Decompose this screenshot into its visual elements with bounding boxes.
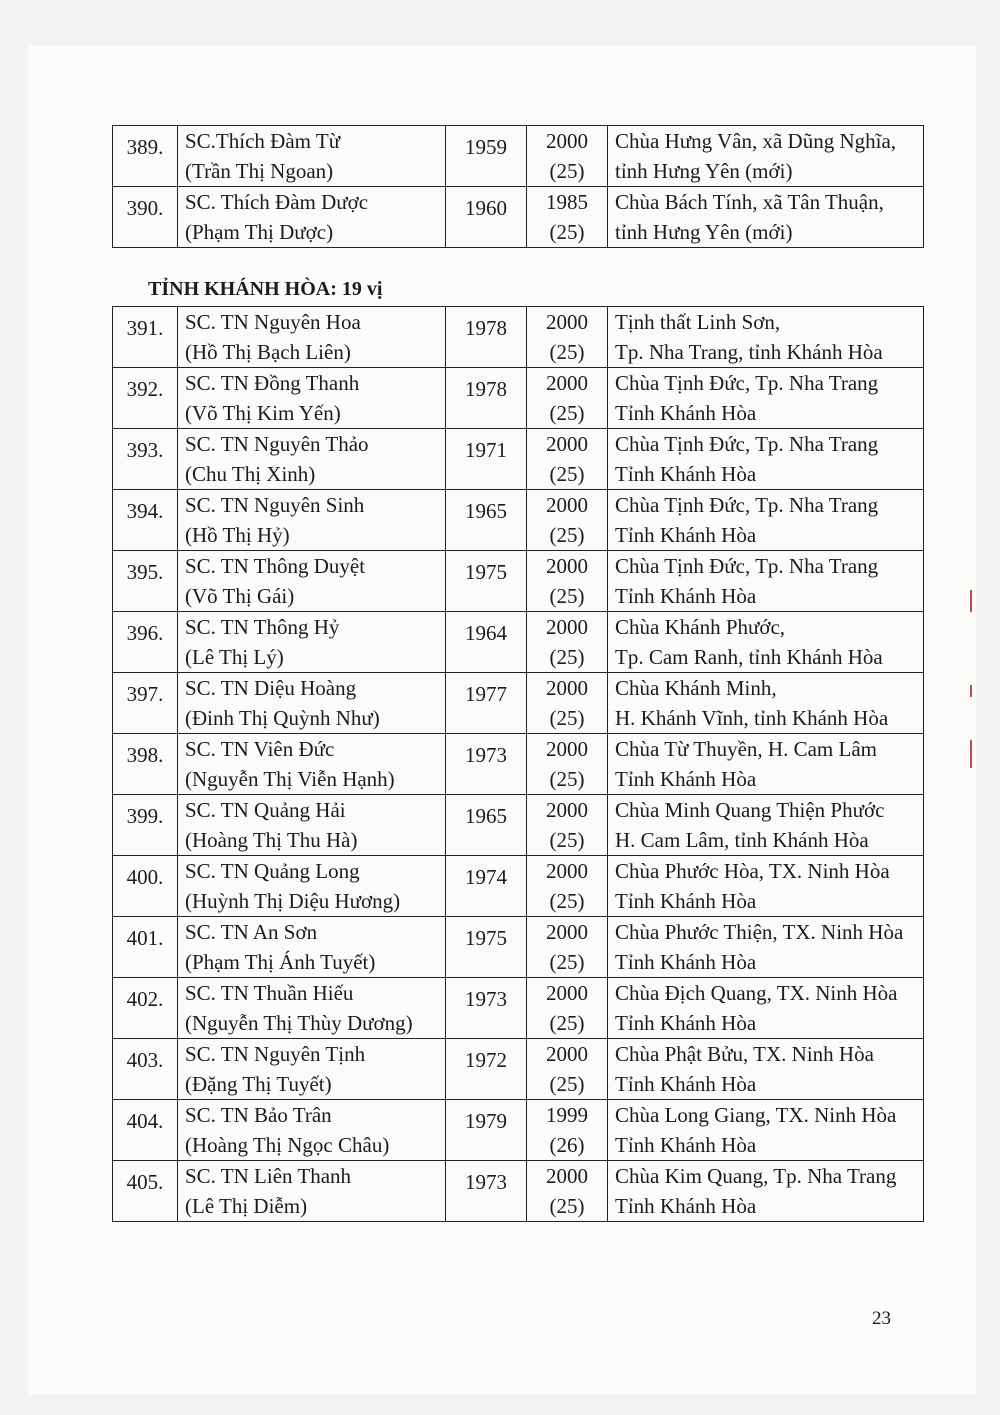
page-number: 23: [872, 1308, 891, 1329]
address-line-1: Chùa Tịnh Đức, Tp. Nha Trang: [615, 432, 879, 456]
row-number-cell: [113, 307, 178, 368]
religious-name: SC. TN Nguyên Sinh: [185, 493, 365, 517]
name-cell: [178, 490, 446, 551]
row-number-cell: [113, 795, 178, 856]
address-line-1: Chùa Địch Quang, TX. Ninh Hòa: [615, 981, 898, 1005]
religious-name: SC. TN Nguyên Tịnh: [185, 1042, 366, 1066]
lay-name: (Hồ Thị Hỷ): [185, 523, 290, 547]
row-number: 393.: [126, 438, 164, 459]
birth-year-cell: [446, 1100, 527, 1161]
row-number-cell: [113, 1161, 178, 1222]
address-line-1: Chùa Khánh Phước,: [615, 615, 786, 639]
row-number: 395.: [126, 560, 164, 581]
ordination-year: 2000: [546, 981, 588, 1005]
row-number-cell: [113, 368, 178, 429]
ordination-year: 2000: [546, 1042, 588, 1066]
row-number: 399.: [126, 804, 164, 825]
name-cell: [178, 551, 446, 612]
table-row: [113, 612, 924, 673]
ordination-cell: [527, 795, 608, 856]
address-line-2: Tp. Cam Ranh, tỉnh Khánh Hòa: [615, 645, 883, 669]
address-line-1: Chùa Tịnh Đức, Tp. Nha Trang: [615, 493, 879, 517]
table-row: [113, 368, 924, 429]
address-line-2: Tp. Nha Trang, tỉnh Khánh Hòa: [615, 340, 883, 364]
table-row: [113, 673, 924, 734]
name-cell: [178, 187, 446, 248]
ordination-year: 2000: [546, 920, 588, 944]
lay-name: (Võ Thị Gái): [185, 584, 295, 608]
row-number-cell: [113, 917, 178, 978]
birth-year: 1978: [465, 316, 507, 337]
ordination-cell: [527, 917, 608, 978]
row-number-cell: [113, 126, 178, 187]
address-line-1: Chùa Phật Bửu, TX. Ninh Hòa: [615, 1042, 874, 1066]
lay-name: (Hoàng Thị Thu Hà): [185, 828, 358, 852]
years-count: (25): [549, 462, 585, 486]
name-cell: [178, 307, 446, 368]
address-line-1: Chùa Minh Quang Thiện Phước: [615, 798, 885, 822]
ordination-cell: [527, 307, 608, 368]
ordination-cell: [527, 612, 608, 673]
ordination-year: 2000: [546, 432, 588, 456]
address-line-2: Tỉnh Khánh Hòa: [615, 1194, 757, 1218]
lay-name: (Trần Thị Ngoan): [185, 159, 334, 183]
row-number-cell: [113, 1039, 178, 1100]
row-number: 398.: [126, 743, 164, 764]
address-cell: [608, 429, 924, 490]
birth-year: 1973: [465, 743, 507, 764]
address-cell: [608, 1161, 924, 1222]
table-row: [113, 187, 924, 248]
ordination-cell: [527, 734, 608, 795]
address-line-1: Chùa Kim Quang, Tp. Nha Trang: [615, 1164, 897, 1188]
religious-name: SC. TN Diệu Hoàng: [185, 676, 357, 700]
name-cell: [178, 612, 446, 673]
birth-year: 1972: [465, 1048, 507, 1069]
table-row: [113, 551, 924, 612]
address-line-2: H. Khánh Vĩnh, tỉnh Khánh Hòa: [615, 706, 889, 730]
address-line-2: Tỉnh Khánh Hòa: [615, 462, 757, 486]
row-number-cell: [113, 978, 178, 1039]
table-khanh-hoa: [112, 306, 924, 1222]
address-cell: [608, 1100, 924, 1161]
address-cell: [608, 490, 924, 551]
address-line-2: Tỉnh Khánh Hòa: [615, 401, 757, 425]
name-cell: [178, 673, 446, 734]
religious-name: SC. TN Thông Duyệt: [185, 554, 366, 578]
row-number-cell: [113, 490, 178, 551]
row-number: 404.: [126, 1109, 164, 1130]
birth-year-cell: [446, 1161, 527, 1222]
ordination-year: 2000: [546, 737, 588, 761]
address-line-1: Chùa Bách Tính, xã Tân Thuận,: [615, 190, 884, 214]
row-number: 405.: [126, 1170, 164, 1191]
birth-year-cell: [446, 307, 527, 368]
address-line-2: Tỉnh Khánh Hòa: [615, 1072, 757, 1096]
row-number-cell: [113, 673, 178, 734]
address-cell: [608, 795, 924, 856]
birth-year-cell: [446, 673, 527, 734]
birth-year-cell: [446, 187, 527, 248]
birth-year-cell: [446, 551, 527, 612]
birth-year-cell: [446, 917, 527, 978]
ordination-cell: [527, 1161, 608, 1222]
row-number: 397.: [126, 682, 164, 703]
row-number: 389.: [126, 135, 164, 156]
table-row: [113, 795, 924, 856]
ordination-cell: [527, 978, 608, 1039]
table-row: [113, 307, 924, 368]
name-cell: [178, 1161, 446, 1222]
section-title: TỈNH KHÁNH HÒA: 19 vị: [148, 278, 383, 300]
ordination-cell: [527, 429, 608, 490]
address-cell: [608, 856, 924, 917]
row-number: 394.: [126, 499, 164, 520]
row-number-cell: [113, 1100, 178, 1161]
table-row: [113, 490, 924, 551]
birth-year-cell: [446, 612, 527, 673]
religious-name: SC. TN Liên Thanh: [185, 1164, 352, 1188]
birth-year-cell: [446, 368, 527, 429]
religious-name: SC. TN Thông Hỷ: [185, 615, 340, 639]
name-cell: [178, 1100, 446, 1161]
row-number: 391.: [126, 316, 164, 337]
birth-year-cell: [446, 429, 527, 490]
table-row: [113, 126, 924, 187]
address-line-1: Chùa Hưng Vân, xã Dũng Nghĩa,: [615, 129, 897, 153]
ordination-year: 2000: [546, 493, 588, 517]
years-count: (25): [549, 159, 585, 183]
row-number: 392.: [126, 377, 164, 398]
address-line-2: Tỉnh Khánh Hòa: [615, 584, 757, 608]
address-line-2: Tỉnh Khánh Hòa: [615, 889, 757, 913]
lay-name: (Phạm Thị Dược): [185, 220, 334, 244]
row-number-cell: [113, 734, 178, 795]
ordination-year: 2000: [546, 371, 588, 395]
ordination-cell: [527, 490, 608, 551]
address-cell: [608, 126, 924, 187]
address-cell: [608, 673, 924, 734]
address-line-1: Chùa Phước Hòa, TX. Ninh Hòa: [615, 859, 890, 883]
lay-name: (Hồ Thị Bạch Liên): [185, 340, 351, 364]
birth-year-cell: [446, 126, 527, 187]
birth-year-cell: [446, 734, 527, 795]
years-count: (25): [549, 767, 585, 791]
lay-name: (Phạm Thị Ánh Tuyết): [185, 950, 376, 974]
address-cell: [608, 187, 924, 248]
birth-year-cell: [446, 795, 527, 856]
address-line-1: Chùa Tịnh Đức, Tp. Nha Trang: [615, 371, 879, 395]
years-count: (25): [549, 340, 585, 364]
name-cell: [178, 978, 446, 1039]
table-row: [113, 734, 924, 795]
ordination-cell: [527, 1039, 608, 1100]
religious-name: SC. TN An Sơn: [185, 920, 318, 944]
address-line-2: Tỉnh Khánh Hòa: [615, 950, 757, 974]
row-number-cell: [113, 551, 178, 612]
address-line-1: Tịnh thất Linh Sơn,: [615, 310, 781, 334]
religious-name: SC. TN Nguyên Thảo: [185, 432, 369, 456]
address-cell: [608, 1039, 924, 1100]
ordination-year: 1985: [546, 190, 588, 214]
years-count: (25): [549, 950, 585, 974]
ordination-year: 2000: [546, 1164, 588, 1188]
religious-name: SC. TN Viên Đức: [185, 737, 335, 761]
ordination-year: 2000: [546, 676, 588, 700]
birth-year-cell: [446, 856, 527, 917]
religious-name: SC. TN Quảng Hải: [185, 798, 346, 822]
ordination-cell: [527, 126, 608, 187]
years-count: (26): [549, 1133, 585, 1157]
address-line-2: Tỉnh Khánh Hòa: [615, 523, 757, 547]
row-number: 401.: [126, 926, 164, 947]
row-number: 396.: [126, 621, 164, 642]
religious-name: SC. TN Quảng Long: [185, 859, 360, 883]
birth-year: 1964: [465, 621, 507, 642]
name-cell: [178, 917, 446, 978]
margin-stamp-marks: [966, 590, 978, 790]
name-cell: [178, 856, 446, 917]
lay-name: (Nguyễn Thị Thùy Dương): [185, 1011, 413, 1035]
address-line-1: Chùa Tịnh Đức, Tp. Nha Trang: [615, 554, 879, 578]
birth-year: 1965: [465, 499, 507, 520]
birth-year: 1977: [465, 682, 507, 703]
religious-name: SC.Thích Đàm Từ: [185, 129, 341, 153]
address-line-2: Tỉnh Khánh Hòa: [615, 1133, 757, 1157]
address-cell: [608, 917, 924, 978]
name-cell: [178, 795, 446, 856]
lay-name: (Huỳnh Thị Diệu Hương): [185, 889, 401, 913]
row-number: 403.: [126, 1048, 164, 1069]
years-count: (25): [549, 889, 585, 913]
birth-year: 1965: [465, 804, 507, 825]
lay-name: (Chu Thị Xinh): [185, 462, 316, 486]
address-cell: [608, 978, 924, 1039]
table-row: [113, 978, 924, 1039]
birth-year: 1973: [465, 987, 507, 1008]
lay-name: (Võ Thị Kim Yến): [185, 401, 341, 425]
ordination-year: 2000: [546, 129, 588, 153]
birth-year: 1960: [465, 196, 507, 217]
address-line-2: tỉnh Hưng Yên (mới): [615, 159, 793, 183]
address-cell: [608, 612, 924, 673]
address-cell: [608, 368, 924, 429]
years-count: (25): [549, 401, 585, 425]
years-count: (25): [549, 645, 585, 669]
ordination-year: 2000: [546, 554, 588, 578]
religious-name: SC. TN Nguyên Hoa: [185, 310, 361, 334]
ordination-year: 2000: [546, 310, 588, 334]
lay-name: (Lê Thị Lý): [185, 645, 284, 669]
name-cell: [178, 1039, 446, 1100]
row-number-cell: [113, 187, 178, 248]
ordination-year: 2000: [546, 859, 588, 883]
years-count: (25): [549, 1194, 585, 1218]
ordination-cell: [527, 673, 608, 734]
birth-year-cell: [446, 490, 527, 551]
ordination-cell: [527, 1100, 608, 1161]
years-count: (25): [549, 220, 585, 244]
address-line-1: Chùa Long Giang, TX. Ninh Hòa: [615, 1103, 897, 1127]
ordination-cell: [527, 368, 608, 429]
table-row: [113, 1039, 924, 1100]
birth-year: 1975: [465, 926, 507, 947]
address-line-1: Chùa Từ Thuyền, H. Cam Lâm: [615, 737, 877, 761]
birth-year-cell: [446, 1039, 527, 1100]
religious-name: SC. TN Đồng Thanh: [185, 371, 360, 395]
lay-name: (Nguyễn Thị Viễn Hạnh): [185, 767, 395, 791]
table-row: [113, 1100, 924, 1161]
table-row: [113, 856, 924, 917]
birth-year: 1975: [465, 560, 507, 581]
address-line-2: Tỉnh Khánh Hòa: [615, 767, 757, 791]
row-number-cell: [113, 612, 178, 673]
table-row: [113, 429, 924, 490]
ordination-cell: [527, 187, 608, 248]
years-count: (25): [549, 706, 585, 730]
address-cell: [608, 551, 924, 612]
name-cell: [178, 734, 446, 795]
lay-name: (Đinh Thị Quỳnh Như): [185, 706, 380, 730]
years-count: (25): [549, 1072, 585, 1096]
birth-year: 1971: [465, 438, 507, 459]
birth-year: 1973: [465, 1170, 507, 1191]
ordination-year: 1999: [546, 1103, 588, 1127]
years-count: (25): [549, 523, 585, 547]
years-count: (25): [549, 828, 585, 852]
years-count: (25): [549, 584, 585, 608]
address-line-1: Chùa Phước Thiện, TX. Ninh Hòa: [615, 920, 904, 944]
address-line-2: tỉnh Hưng Yên (mới): [615, 220, 793, 244]
row-number: 390.: [126, 196, 164, 217]
lay-name: (Lê Thị Diễm): [185, 1194, 308, 1218]
birth-year-cell: [446, 978, 527, 1039]
table-row: [113, 917, 924, 978]
row-number-cell: [113, 856, 178, 917]
years-count: (25): [549, 1011, 585, 1035]
religious-name: SC. TN Bảo Trân: [185, 1103, 332, 1127]
birth-year: 1974: [465, 865, 507, 886]
row-number-cell: [113, 429, 178, 490]
religious-name: SC. Thích Đàm Dược: [185, 190, 369, 214]
table-row: [113, 1161, 924, 1222]
address-line-1: Chùa Khánh Minh,: [615, 676, 777, 700]
address-cell: [608, 307, 924, 368]
religious-name: SC. TN Thuần Hiếu: [185, 981, 354, 1005]
ordination-year: 2000: [546, 615, 588, 639]
ordination-cell: [527, 856, 608, 917]
address-line-2: Tỉnh Khánh Hòa: [615, 1011, 757, 1035]
name-cell: [178, 429, 446, 490]
birth-year: 1979: [465, 1109, 507, 1130]
lay-name: (Hoàng Thị Ngọc Châu): [185, 1133, 390, 1157]
lay-name: (Đặng Thị Tuyết): [185, 1072, 332, 1096]
birth-year: 1959: [465, 135, 507, 156]
ordination-year: 2000: [546, 798, 588, 822]
name-cell: [178, 368, 446, 429]
name-cell: [178, 126, 446, 187]
address-cell: [608, 734, 924, 795]
row-number: 402.: [126, 987, 164, 1008]
table-prev-province: [112, 125, 924, 248]
birth-year: 1978: [465, 377, 507, 398]
row-number: 400.: [126, 865, 164, 886]
address-line-2: H. Cam Lâm, tỉnh Khánh Hòa: [615, 828, 869, 852]
ordination-cell: [527, 551, 608, 612]
